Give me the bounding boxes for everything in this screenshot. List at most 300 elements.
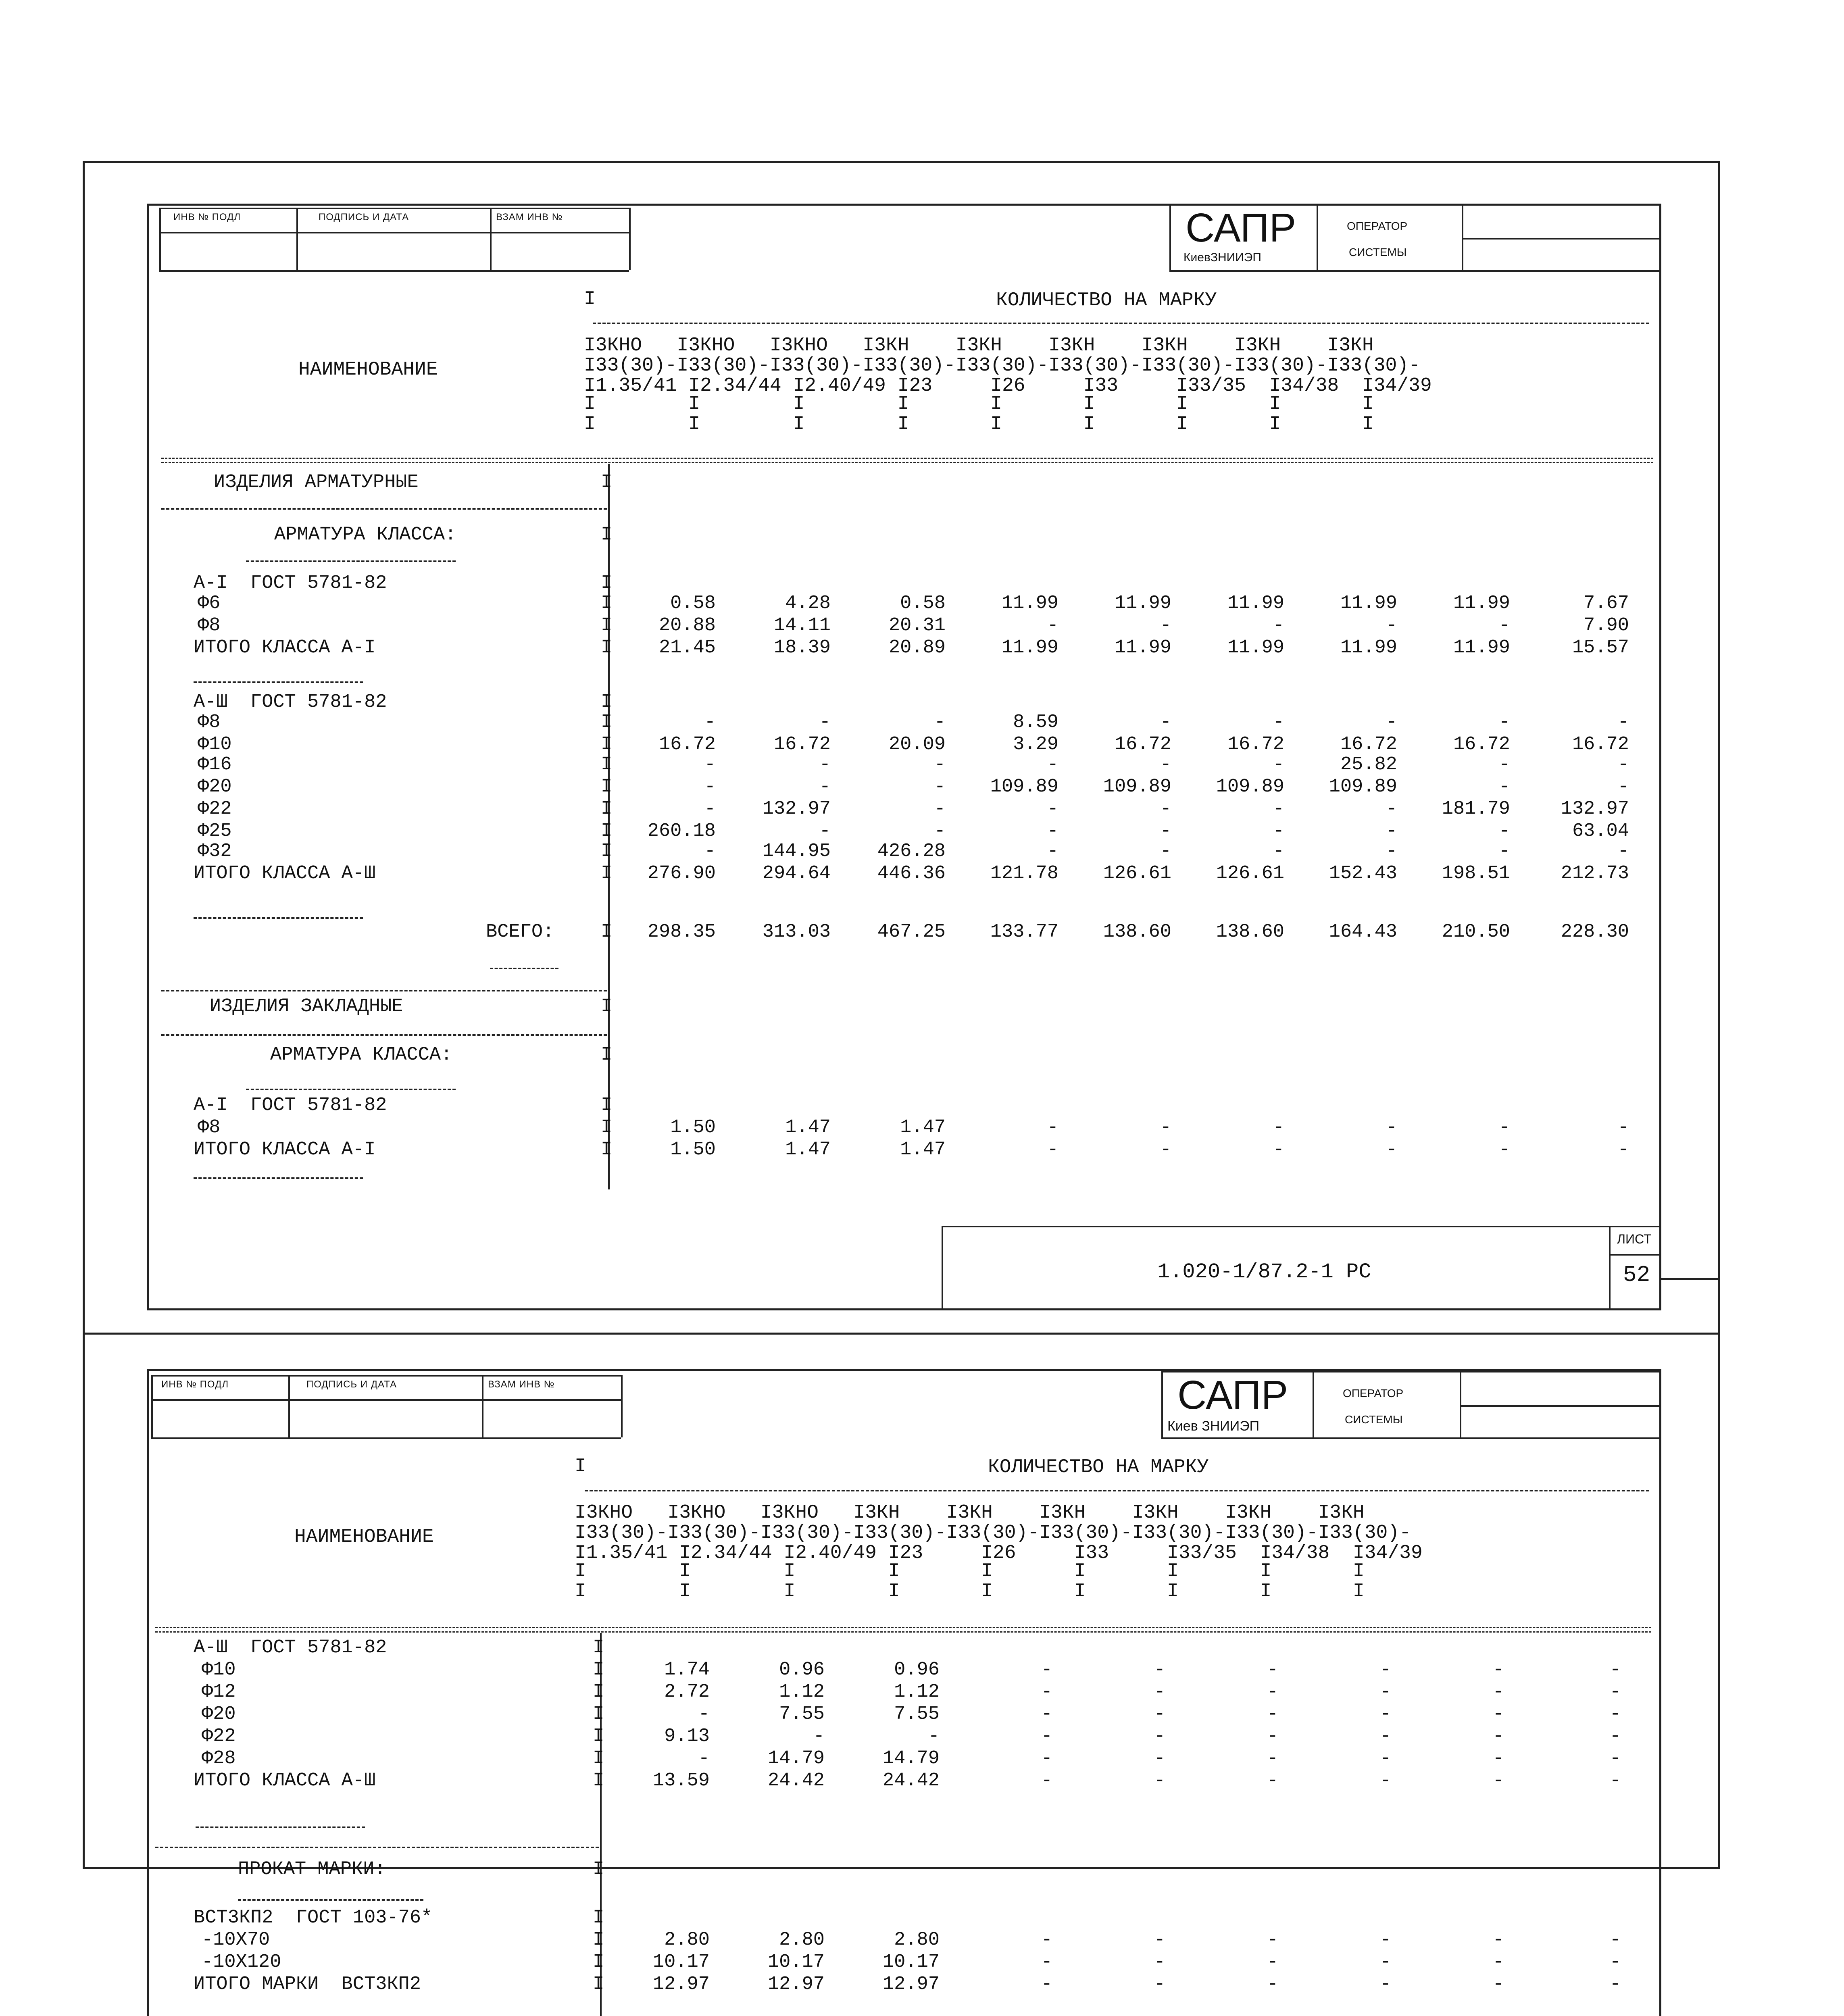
row-label: -10Х70 [202, 1929, 270, 1951]
value-cell: 16.72 [1340, 734, 1397, 755]
value-cell: 10.17 [767, 1951, 825, 1973]
value-cell: 21.45 [658, 637, 716, 658]
header-dash-line [585, 1490, 1649, 1491]
value-cell: - [1498, 776, 1510, 798]
value-cell: - [1379, 1929, 1391, 1951]
value-cell: - [1498, 754, 1510, 775]
value-cell: - [1154, 1929, 1165, 1951]
value-cell: - [1267, 1726, 1278, 1747]
value-cell: - [1617, 841, 1629, 862]
kolichestvo-na-marku: КОЛИЧЕСТВО НА МАРКУ [988, 1456, 1209, 1478]
value-cell: 126.61 [1103, 863, 1171, 884]
section-underline [490, 968, 558, 969]
value-cell: 12.97 [882, 1974, 940, 1995]
row-label: ИТОГО КЛАССА А-I [194, 637, 376, 658]
value-cell: - [1492, 1748, 1504, 1769]
row-label: Ф8 [198, 1117, 221, 1138]
value-cell: 11.99 [1340, 593, 1397, 614]
value-cell: 16.72 [1453, 734, 1510, 755]
value-cell: - [1379, 1974, 1391, 1995]
row-label: А-Ш ГОСТ 5781-82 [194, 691, 387, 713]
value-cell: - [1160, 841, 1171, 862]
value-cell: - [1267, 1770, 1278, 1791]
value-cell: - [1154, 1770, 1165, 1791]
sapr-org: Киев ЗНИИЭП [1167, 1418, 1260, 1434]
value-cell: - [704, 776, 716, 798]
value-cell: 198.51 [1442, 863, 1510, 884]
value-cell: - [1154, 1659, 1165, 1681]
row-label: Ф10 [202, 1659, 236, 1681]
column-separator-mark: I [593, 1637, 604, 1658]
value-cell: - [1154, 1951, 1165, 1973]
value-cell: 212.73 [1561, 863, 1629, 884]
value-cell: 0.58 [670, 593, 716, 614]
value-cell: 1.50 [670, 1139, 716, 1160]
value-cell: - [1160, 1139, 1171, 1160]
value-cell: - [1047, 798, 1058, 820]
value-cell: 260.18 [647, 821, 716, 842]
column-separator-mark: I [601, 615, 613, 636]
value-cell: - [934, 821, 946, 842]
value-cell: - [1609, 1951, 1621, 1973]
section-underline [161, 990, 607, 991]
value-cell: 20.09 [888, 734, 946, 755]
value-cell: 1.47 [785, 1117, 831, 1138]
value-cell: - [1154, 1974, 1165, 1995]
col-headers-line3: I1.35/41 I2.34/44 I2.40/49 I23 I26 I33 I33/35 I34/38 I34/39 [575, 1542, 1423, 1564]
value-cell: - [1273, 821, 1284, 842]
value-cell: - [1379, 1704, 1391, 1725]
column-separator-mark: I [601, 524, 613, 546]
value-cell: 2.80 [894, 1929, 940, 1951]
value-cell: - [1273, 754, 1284, 775]
value-cell: - [1267, 1929, 1278, 1951]
value-cell: 109.89 [1216, 776, 1284, 798]
value-cell: 8.59 [1013, 712, 1058, 733]
value-cell: - [1267, 1681, 1278, 1703]
column-separator-mark: I [593, 1929, 604, 1951]
row-label: А-I ГОСТ 5781-82 [194, 573, 387, 594]
row-label: АРМАТУРА КЛАССА: [274, 524, 456, 546]
value-cell: - [1267, 1748, 1278, 1769]
value-cell: - [1273, 841, 1284, 862]
value-cell: 2.80 [664, 1929, 710, 1951]
value-cell: - [1498, 712, 1510, 733]
value-cell: 126.61 [1216, 863, 1284, 884]
header-double-line [161, 458, 1653, 463]
col-headers-line2: I33(30)-I33(30)-I33(30)-I33(30)-I33(30)-I33(30)-I33(30)-I33(30)-I33(30)- [575, 1522, 1411, 1544]
operator-label-line1: ОПЕРАТОР [1343, 1387, 1404, 1400]
section-underline [194, 917, 363, 919]
value-cell: 109.89 [990, 776, 1058, 798]
sapr-org: КиевЗНИИЭП [1183, 251, 1261, 264]
naimenovanie-label: НАИМЕНОВАНИЕ [294, 1526, 434, 1548]
value-cell: - [934, 798, 946, 820]
row-label: ВСЕГО: [486, 921, 554, 943]
value-cell: - [1386, 1117, 1397, 1138]
value-cell: - [1379, 1748, 1391, 1769]
value-cell: 14.79 [882, 1748, 940, 1769]
value-cell: - [1273, 712, 1284, 733]
operator-label-line2: СИСТЕМЫ [1345, 1413, 1403, 1426]
row-label: ИЗДЕЛИЯ АРМАТУРНЫЕ [214, 472, 419, 493]
row-label: Ф20 [198, 776, 232, 798]
value-cell: 7.55 [894, 1704, 940, 1725]
value-cell: 11.99 [1453, 637, 1510, 658]
header-double-line [155, 1627, 1651, 1633]
value-cell: 109.89 [1103, 776, 1171, 798]
list-number: 52 [1623, 1262, 1650, 1288]
stamp-inv-podl-label: ИНВ № ПОДЛ [173, 212, 241, 223]
value-cell: - [934, 776, 946, 798]
row-label: Ф22 [202, 1726, 236, 1747]
stamp-inv-podl-label: ИНВ № ПОДЛ [161, 1379, 229, 1390]
row-label: Ф20 [202, 1704, 236, 1725]
value-cell: 2.72 [664, 1681, 710, 1703]
value-cell: 16.72 [1572, 734, 1629, 755]
col-headers-line1: I3КНО I3КНО I3КНО I3КН I3КН I3КН I3КН I3КН I3КН [575, 1502, 1365, 1524]
value-cell: 20.89 [888, 637, 946, 658]
value-cell: 132.97 [1561, 798, 1629, 820]
value-cell: - [1047, 615, 1058, 636]
value-cell: - [1609, 1748, 1621, 1769]
row-label: Ф25 [198, 821, 232, 842]
value-cell: 7.67 [1584, 593, 1629, 614]
value-cell: - [1041, 1704, 1052, 1725]
column-separator-mark: I [601, 593, 613, 614]
row-label: ИТОГО КЛАССА А-I [194, 1139, 376, 1160]
row-label: АРМАТУРА КЛАССА: [270, 1044, 452, 1066]
col-sep-marks: I I I I I I I I I [584, 393, 1374, 415]
section-underline [194, 681, 363, 683]
value-cell: - [1492, 1704, 1504, 1725]
value-cell: 10.17 [652, 1951, 710, 1973]
value-cell: 181.79 [1442, 798, 1510, 820]
value-cell: 9.13 [664, 1726, 710, 1747]
value-cell: - [704, 798, 716, 820]
value-cell: 109.89 [1329, 776, 1397, 798]
column-separator-mark: I [601, 863, 613, 884]
row-label: Ф16 [198, 754, 232, 775]
column-separator-mark: I [593, 1951, 604, 1973]
value-cell: - [1160, 798, 1171, 820]
value-cell: - [1047, 1139, 1058, 1160]
value-cell: 1.47 [785, 1139, 831, 1160]
value-cell: 20.88 [658, 615, 716, 636]
value-cell: - [1498, 1139, 1510, 1160]
value-cell: 446.36 [877, 863, 946, 884]
col-sep-marks: I I I I I I I I I [575, 1581, 1365, 1602]
value-cell: 210.50 [1442, 921, 1510, 943]
column-separator-mark: I [593, 1770, 604, 1791]
column-separator-mark: I [601, 1117, 613, 1138]
value-cell: - [1041, 1681, 1052, 1703]
row-label: ИТОГО КЛАССА А-Ш [194, 863, 376, 884]
row-label: А-Ш ГОСТ 5781-82 [194, 1637, 387, 1658]
value-cell: - [1609, 1659, 1621, 1681]
col-sep-header: I [575, 1456, 586, 1477]
value-cell: - [1386, 615, 1397, 636]
sapr-title: САПР [1186, 205, 1296, 250]
value-cell: 24.42 [882, 1770, 940, 1791]
value-cell: 276.90 [647, 863, 716, 884]
col-sep-marks: I I I I I I I I I [575, 1560, 1365, 1582]
value-cell: 1.47 [900, 1139, 946, 1160]
value-cell: 138.60 [1103, 921, 1171, 943]
value-cell: 138.60 [1216, 921, 1284, 943]
value-cell: - [704, 754, 716, 775]
kolichestvo-na-marku: КОЛИЧЕСТВО НА МАРКУ [996, 289, 1217, 311]
row-label: ИТОГО КЛАССА А-Ш [194, 1770, 376, 1791]
value-cell: - [1379, 1951, 1391, 1973]
value-cell: 4.28 [785, 593, 831, 614]
row-label: Ф28 [202, 1748, 236, 1769]
value-cell: 1.12 [894, 1681, 940, 1703]
stamp-vzam-inv-label: ВЗАМ ИНВ № [488, 1379, 555, 1390]
value-cell: 133.77 [990, 921, 1058, 943]
value-cell: 294.64 [762, 863, 831, 884]
col-sep-header: I [584, 288, 596, 310]
value-cell: 298.35 [647, 921, 716, 943]
list-label: ЛИСТ [1617, 1232, 1652, 1246]
value-cell: - [934, 754, 946, 775]
column-separator-mark: I [601, 996, 613, 1017]
value-cell: 25.82 [1340, 754, 1397, 775]
value-cell: - [1160, 712, 1171, 733]
value-cell: 0.58 [900, 593, 946, 614]
row-label: ИЗДЕЛИЯ ЗАКЛАДНЫЕ [210, 996, 403, 1017]
value-cell: - [1609, 1974, 1621, 1995]
value-cell: 144.95 [762, 841, 831, 862]
value-cell: - [1379, 1681, 1391, 1703]
value-cell: - [1160, 754, 1171, 775]
row-label: Ф12 [202, 1681, 236, 1703]
value-cell: 14.11 [773, 615, 831, 636]
value-cell: - [1041, 1974, 1052, 1995]
column-separator-mark: I [593, 1659, 604, 1681]
col-headers-line3: I1.35/41 I2.34/44 I2.40/49 I23 I26 I33 I33/35 I34/38 I34/39 [584, 375, 1432, 397]
value-cell: 11.99 [1227, 593, 1284, 614]
value-cell: - [698, 1704, 710, 1725]
stamp-podpis-data-label: ПОДПИСЬ И ДАТА [306, 1379, 397, 1390]
column-separator-mark: I [601, 841, 613, 862]
value-cell: - [1267, 1659, 1278, 1681]
value-cell: 1.12 [779, 1681, 825, 1703]
column-separator-mark: I [601, 921, 613, 943]
value-cell: - [1609, 1726, 1621, 1747]
row-label: ИТОГО МАРКИ ВСТ3КП2 [194, 1974, 421, 1995]
column-separator-mark: I [593, 1859, 604, 1880]
value-cell: - [1041, 1929, 1052, 1951]
value-cell: - [1273, 798, 1284, 820]
value-cell: - [819, 712, 831, 733]
column-separator-mark: I [601, 691, 613, 713]
value-cell: 11.99 [1001, 593, 1058, 614]
value-cell: - [1267, 1974, 1278, 1995]
row-label: -10Х120 [202, 1951, 281, 1973]
value-cell: - [1617, 1117, 1629, 1138]
column-separator-mark: I [601, 1095, 613, 1116]
value-cell: - [1160, 821, 1171, 842]
operator-label-line1: ОПЕРАТОР [1347, 220, 1408, 232]
value-cell: 0.96 [894, 1659, 940, 1681]
value-cell: 18.39 [773, 637, 831, 658]
value-cell: 228.30 [1561, 921, 1629, 943]
value-cell: 1.47 [900, 1117, 946, 1138]
value-cell: 0.96 [779, 1659, 825, 1681]
value-cell: - [1617, 1139, 1629, 1160]
value-cell: - [1379, 1726, 1391, 1747]
section-underline [246, 1089, 456, 1090]
value-cell: 121.78 [990, 863, 1058, 884]
value-cell: - [704, 841, 716, 862]
value-cell: - [1498, 615, 1510, 636]
sapr-title: САПР [1177, 1372, 1288, 1418]
stamp-vzam-inv-label: ВЗАМ ИНВ № [496, 212, 563, 223]
value-cell: - [1273, 615, 1284, 636]
row-label: Ф6 [198, 593, 221, 614]
value-cell: - [1379, 1659, 1391, 1681]
value-cell: - [1160, 615, 1171, 636]
section-underline [246, 560, 456, 562]
value-cell: 12.97 [767, 1974, 825, 1995]
value-cell: - [1041, 1770, 1052, 1791]
column-separator-mark: I [601, 776, 613, 798]
column-separator-mark: I [601, 712, 613, 733]
row-label: Ф10 [198, 734, 232, 755]
value-cell: 1.74 [664, 1659, 710, 1681]
value-cell: - [819, 821, 831, 842]
value-cell: - [704, 712, 716, 733]
value-cell: 13.59 [652, 1770, 710, 1791]
operator-label-line2: СИСТЕМЫ [1349, 246, 1407, 258]
value-cell: 24.42 [767, 1770, 825, 1791]
value-cell: 16.72 [773, 734, 831, 755]
value-cell: - [819, 776, 831, 798]
value-cell: - [1273, 1117, 1284, 1138]
value-cell: - [1386, 821, 1397, 842]
value-cell: - [1154, 1726, 1165, 1747]
value-cell: - [1498, 841, 1510, 862]
row-label: Ф8 [198, 712, 221, 733]
row-label: Ф32 [198, 841, 232, 862]
row-label: ВСТ3КП2 ГОСТ 103-76* [194, 1907, 433, 1929]
section-underline [155, 1847, 599, 1848]
value-cell: - [1609, 1704, 1621, 1725]
col-headers-line2: I33(30)-I33(30)-I33(30)-I33(30)-I33(30)-I33(30)-I33(30)-I33(30)-I33(30)- [584, 355, 1420, 377]
section-underline [161, 508, 607, 510]
value-cell: 426.28 [877, 841, 946, 862]
column-separator-mark: I [601, 754, 613, 775]
value-cell: 467.25 [877, 921, 946, 943]
value-cell: 2.80 [779, 1929, 825, 1951]
value-cell: - [1047, 1117, 1058, 1138]
value-cell: - [1609, 1770, 1621, 1791]
column-separator-mark: I [601, 637, 613, 658]
column-separator-mark: I [601, 472, 613, 493]
column-separator-mark: I [593, 1974, 604, 1995]
naimenovanie-label: НАИМЕНОВАНИЕ [298, 359, 438, 381]
value-cell: - [1047, 821, 1058, 842]
col-headers-line1: I3КНО I3КНО I3КНО I3КН I3КН I3КН I3КН I3КН I3КН [584, 335, 1374, 356]
section-underline [161, 1034, 607, 1036]
column-separator-mark: I [601, 821, 613, 842]
value-cell: - [1267, 1704, 1278, 1725]
value-cell: 11.99 [1453, 593, 1510, 614]
value-cell: 152.43 [1329, 863, 1397, 884]
value-cell: - [1041, 1951, 1052, 1973]
value-cell: - [1492, 1951, 1504, 1973]
value-cell: - [1386, 1139, 1397, 1160]
value-cell: - [1154, 1681, 1165, 1703]
section-underline [194, 1177, 363, 1179]
value-cell: - [1047, 754, 1058, 775]
value-cell: - [1041, 1748, 1052, 1769]
value-cell: - [1154, 1748, 1165, 1769]
value-cell: - [1492, 1726, 1504, 1747]
value-cell: - [1498, 1117, 1510, 1138]
row-label: ПРОКАТ МАРКИ: [238, 1859, 386, 1880]
value-cell: 16.72 [1114, 734, 1171, 755]
value-cell: - [1041, 1726, 1052, 1747]
value-cell: 313.03 [762, 921, 831, 943]
value-cell: 11.99 [1227, 637, 1284, 658]
column-separator-mark: I [601, 1139, 613, 1160]
value-cell: - [1154, 1704, 1165, 1725]
doc-code: 1.020-1/87.2-1 РС [1157, 1260, 1371, 1284]
value-cell: 132.97 [762, 798, 831, 820]
value-cell: - [1379, 1770, 1391, 1791]
value-cell: - [819, 754, 831, 775]
value-cell: - [1492, 1659, 1504, 1681]
value-cell: - [1492, 1974, 1504, 1995]
value-cell: - [1273, 1139, 1284, 1160]
value-cell: 16.72 [658, 734, 716, 755]
column-separator-mark: I [601, 734, 613, 755]
value-cell: - [1492, 1770, 1504, 1791]
value-cell: 11.99 [1001, 637, 1058, 658]
value-cell: - [1498, 821, 1510, 842]
column-separator-mark: I [593, 1681, 604, 1703]
row-label: А-I ГОСТ 5781-82 [194, 1095, 387, 1116]
row-label: Ф8 [198, 615, 221, 636]
col-sep-marks: I I I I I I I I I [584, 413, 1374, 435]
value-cell: - [1041, 1659, 1052, 1681]
value-cell: - [698, 1748, 710, 1769]
column-separator-mark: I [601, 573, 613, 594]
value-cell: 7.90 [1584, 615, 1629, 636]
value-cell: - [1609, 1929, 1621, 1951]
value-cell: 7.55 [779, 1704, 825, 1725]
value-cell: - [1492, 1681, 1504, 1703]
value-cell: - [1386, 712, 1397, 733]
value-cell: - [1492, 1929, 1504, 1951]
value-cell: - [1386, 798, 1397, 820]
column-separator-mark: I [593, 1726, 604, 1747]
column-separator-mark: I [593, 1907, 604, 1929]
value-cell: 11.99 [1340, 637, 1397, 658]
value-cell: 12.97 [652, 1974, 710, 1995]
value-cell: - [1617, 776, 1629, 798]
value-cell: - [813, 1726, 825, 1747]
stamp-podpis-data-label: ПОДПИСЬ И ДАТА [319, 212, 409, 223]
column-separator-mark: I [593, 1748, 604, 1769]
column-separator-mark: I [601, 1044, 613, 1066]
value-cell: 164.43 [1329, 921, 1397, 943]
value-cell: 11.99 [1114, 593, 1171, 614]
value-cell: - [1267, 1951, 1278, 1973]
header-dash-line [593, 323, 1649, 324]
